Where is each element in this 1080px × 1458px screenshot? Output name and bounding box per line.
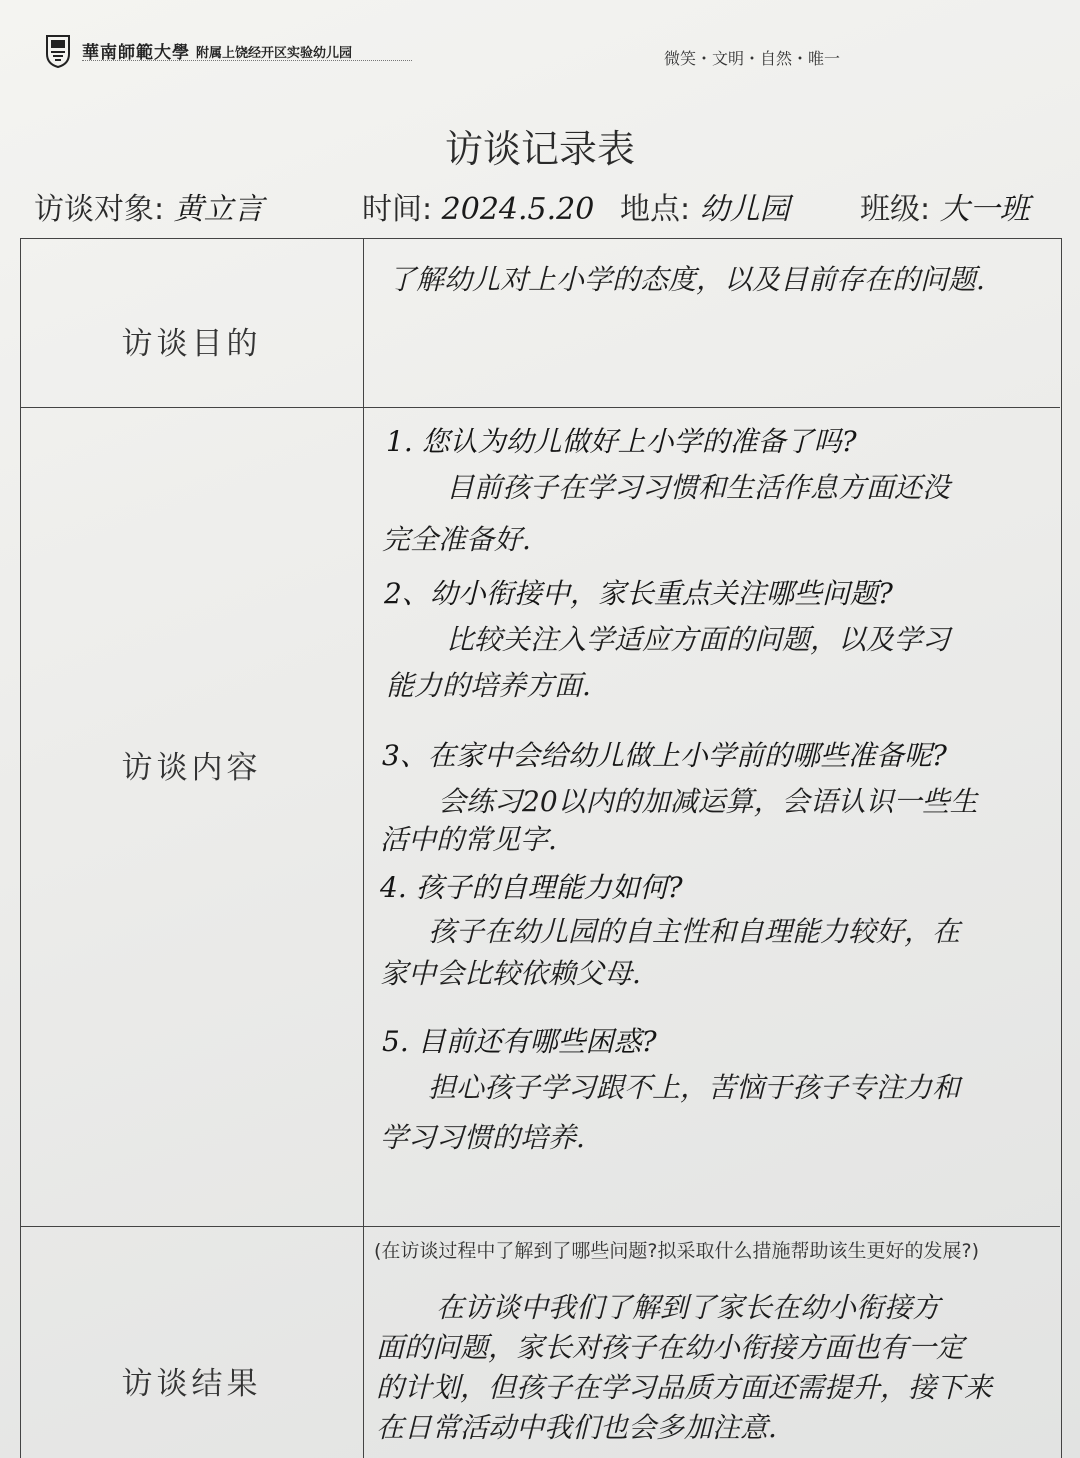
answer-1-line-2: 完全准备好. xyxy=(382,523,531,556)
question-1: 1. 您认为幼儿做好上小学的准备了吗? xyxy=(386,425,857,458)
purpose-label: 访谈目的 xyxy=(121,326,262,362)
result-label: 访谈结果 xyxy=(121,1366,262,1402)
place-field xyxy=(620,184,790,228)
table-row-divider xyxy=(20,407,1060,408)
answer-4-line-2: 家中会比较依赖父母. xyxy=(380,957,641,990)
answer-3-line-1: 会练习20以内的加减运算，会语认识一些生 xyxy=(438,785,978,818)
question-2: 2、幼小衔接中，家长重点关注哪些问题? xyxy=(384,577,893,610)
time-value: 2024.5.20 xyxy=(441,192,595,227)
form-title: 访谈记录表 xyxy=(444,127,635,171)
answer-2-line-2: 能力的培养方面. xyxy=(386,669,591,702)
place-label: 地点: xyxy=(620,192,691,227)
result-line-3: 的计划，但孩子在学习品质方面还需提升，接下来 xyxy=(376,1371,993,1404)
result-line-1: 在访谈中我们了解到了家长在幼小衔接方 xyxy=(436,1291,941,1324)
answer-3-line-2: 活中的常见字. xyxy=(380,823,557,856)
answer-2-line-1: 比较关注入学适应方面的问题，以及学习 xyxy=(446,623,951,656)
table-column-divider xyxy=(363,238,364,1458)
subject-label: 访谈对象: xyxy=(34,192,165,227)
result-line-4: 在日常活动中我们也会多加注意. xyxy=(376,1411,777,1444)
class-label: 班级: xyxy=(860,192,931,227)
letterhead xyxy=(44,34,404,74)
school-motto: 微笑・文明・自然・唯一 xyxy=(664,49,841,68)
result-prompt: (在访谈过程中了解到了哪些问题?拟采取什么措施帮助该生更好的发展?) xyxy=(374,1240,979,1262)
question-3: 3、在家中会给幼儿做上小学前的哪些准备呢? xyxy=(382,739,947,772)
subject-field xyxy=(34,184,264,228)
question-5: 5. 目前还有哪些困惑? xyxy=(382,1025,657,1058)
answer-4-line-1: 孩子在幼儿园的自主性和自理能力较好，在 xyxy=(428,915,961,948)
answer-5-line-2: 学习习惯的培养. xyxy=(380,1121,585,1154)
result-line-2: 面的问题，家长对孩子在幼小衔接方面也有一定 xyxy=(376,1331,965,1364)
table-row-divider xyxy=(20,1226,1060,1227)
content-label: 访谈内容 xyxy=(121,750,262,786)
answer-5-line-1: 担心孩子学习跟不上，苦恼于孩子专注力和 xyxy=(428,1071,961,1104)
subject-value: 黄立言 xyxy=(173,192,264,227)
letterhead-underline xyxy=(82,60,412,63)
school-name-suffix: 附属上饶经开区实验幼儿园 xyxy=(196,46,353,61)
place-value: 幼儿园 xyxy=(699,192,790,227)
school-name-calligraphy: 華南師範大學 xyxy=(82,43,190,63)
answer-1-line-1: 目前孩子在学习习惯和生活作息方面还没 xyxy=(446,471,951,504)
purpose-text: 了解幼儿对上小学的态度，以及目前存在的问题. xyxy=(388,263,985,296)
class-field xyxy=(860,184,1030,228)
question-4: 4. 孩子的自理能力如何? xyxy=(380,871,683,904)
time-label: 时间: xyxy=(362,192,433,227)
class-value: 大一班 xyxy=(939,192,1030,227)
school-logo-icon xyxy=(44,34,72,68)
time-field xyxy=(362,184,594,228)
